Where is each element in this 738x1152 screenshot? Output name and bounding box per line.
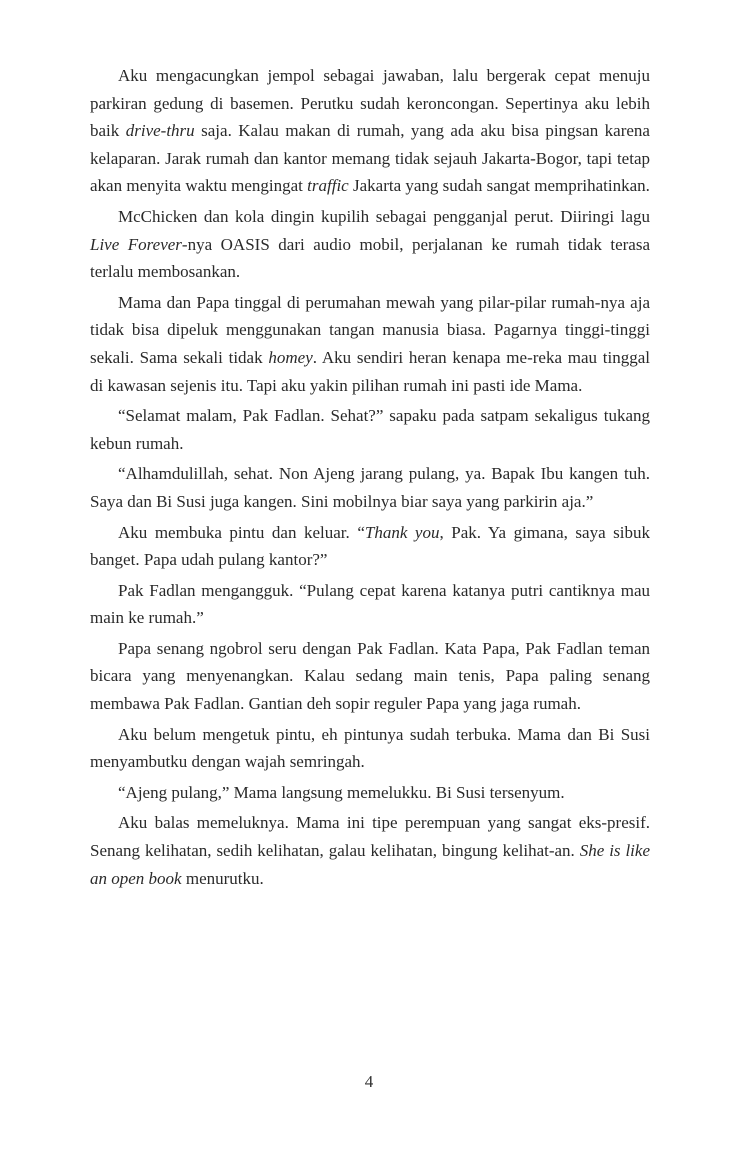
paragraph [90, 635, 650, 718]
text-run: McChicken dan kola dingin kupilih sebagai pengganjal perut. Diiringi lagu [118, 206, 650, 226]
paragraph [90, 460, 650, 515]
text-body [90, 62, 650, 892]
paragraph [90, 402, 650, 457]
text-run: Aku mengacungkan jempol sebagai jawaban, lalu bergerak cepat menuju parkiran gedung di basemen. Perutku sudah keroncongan. Sepertinya aku lebih baik [90, 66, 650, 141]
italic-text: traffic [307, 176, 349, 196]
book-page [90, 62, 650, 895]
italic-text: drive-thru [125, 121, 195, 141]
page-number: 4 [364, 1072, 374, 1091]
text-run: Aku membuka pintu dan keluar. “ [118, 522, 365, 542]
text-run: “Alhamdulillah, sehat. Non Ajeng jarang pulang, ya. Bapak Ibu kangen tuh. Saya dan Bi Susi juga kangen. Sini mobilnya biar saya yang parkirin aja.” [90, 464, 650, 511]
text-run: “Selamat malam, Pak Fadlan. Sehat?” sapaku pada satpam sekaligus tukang kebun rumah. [90, 406, 650, 453]
text-run: , Pak. Ya gimana, saya sibuk banget. Papa udah pulang kantor?” [90, 522, 650, 570]
paragraph [90, 203, 650, 286]
paragraph [90, 519, 650, 574]
italic-text: She is like an open book [90, 841, 650, 888]
paragraph [90, 62, 650, 200]
text-run: menurutku. [181, 868, 264, 888]
text-run: Aku balas memeluknya. Mama ini tipe perempuan yang sangat eks-presif. Senang kelihatan, sedih kelihatan, galau kelihatan, bingung kelihat-an. [90, 813, 650, 861]
text-run: saja. Kalau makan di rumah, yang ada aku bisa pingsan karena kelaparan. Jarak rumah dan kantor memang tidak sejauh Jakarta-Bogor, tapi tetap akan menyita waktu mengingat [90, 121, 650, 196]
paragraph [90, 721, 650, 776]
text-run: Aku belum mengetuk pintu, eh pintunya sudah terbuka. Mama dan Bi Susi menyambutku dengan wajah semringah. [90, 724, 650, 772]
text-run: Jakarta yang sudah sangat memprihatinkan. [348, 176, 650, 196]
text-run: Papa senang ngobrol seru dengan Pak Fadlan. Kata Papa, Pak Fadlan teman bicara yang menyenangkan. Kalau sedang main tenis, Papa paling senang membawa Pak Fadlan. Gantian deh sopir reguler Papa yang jaga rumah. [90, 638, 650, 714]
text-run: Pak Fadlan mengangguk. “Pulang cepat karena katanya putri cantiknya mau main ke rumah.” [90, 580, 650, 628]
paragraph [90, 577, 650, 632]
text-run: -nya OASIS dari audio mobil, perjalanan ke rumah tidak terasa terlalu membosankan. [90, 234, 651, 282]
text-run: “Ajeng pulang,” Mama langsung memelukku. Bi Susi tersenyum. [118, 782, 565, 802]
text-run: Mama dan Papa tinggal di perumahan mewah yang pilar-pilar rumah-nya aja tidak bisa dipeluk menggunakan tangan manusia biasa. Pagarnya tinggi-tinggi sekali. Sama sekali tidak [90, 292, 650, 367]
italic-text: Live Forever [90, 234, 182, 254]
paragraph [90, 289, 650, 399]
paragraph [90, 809, 650, 892]
italic-text: Thank you [364, 522, 440, 542]
italic-text: homey [268, 347, 313, 367]
paragraph [90, 779, 650, 807]
text-run: . Aku sendiri heran kenapa me-reka mau tinggal di kawasan sejenis itu. Tapi aku yakin pilihan rumah ini pasti ide Mama. [90, 347, 650, 395]
